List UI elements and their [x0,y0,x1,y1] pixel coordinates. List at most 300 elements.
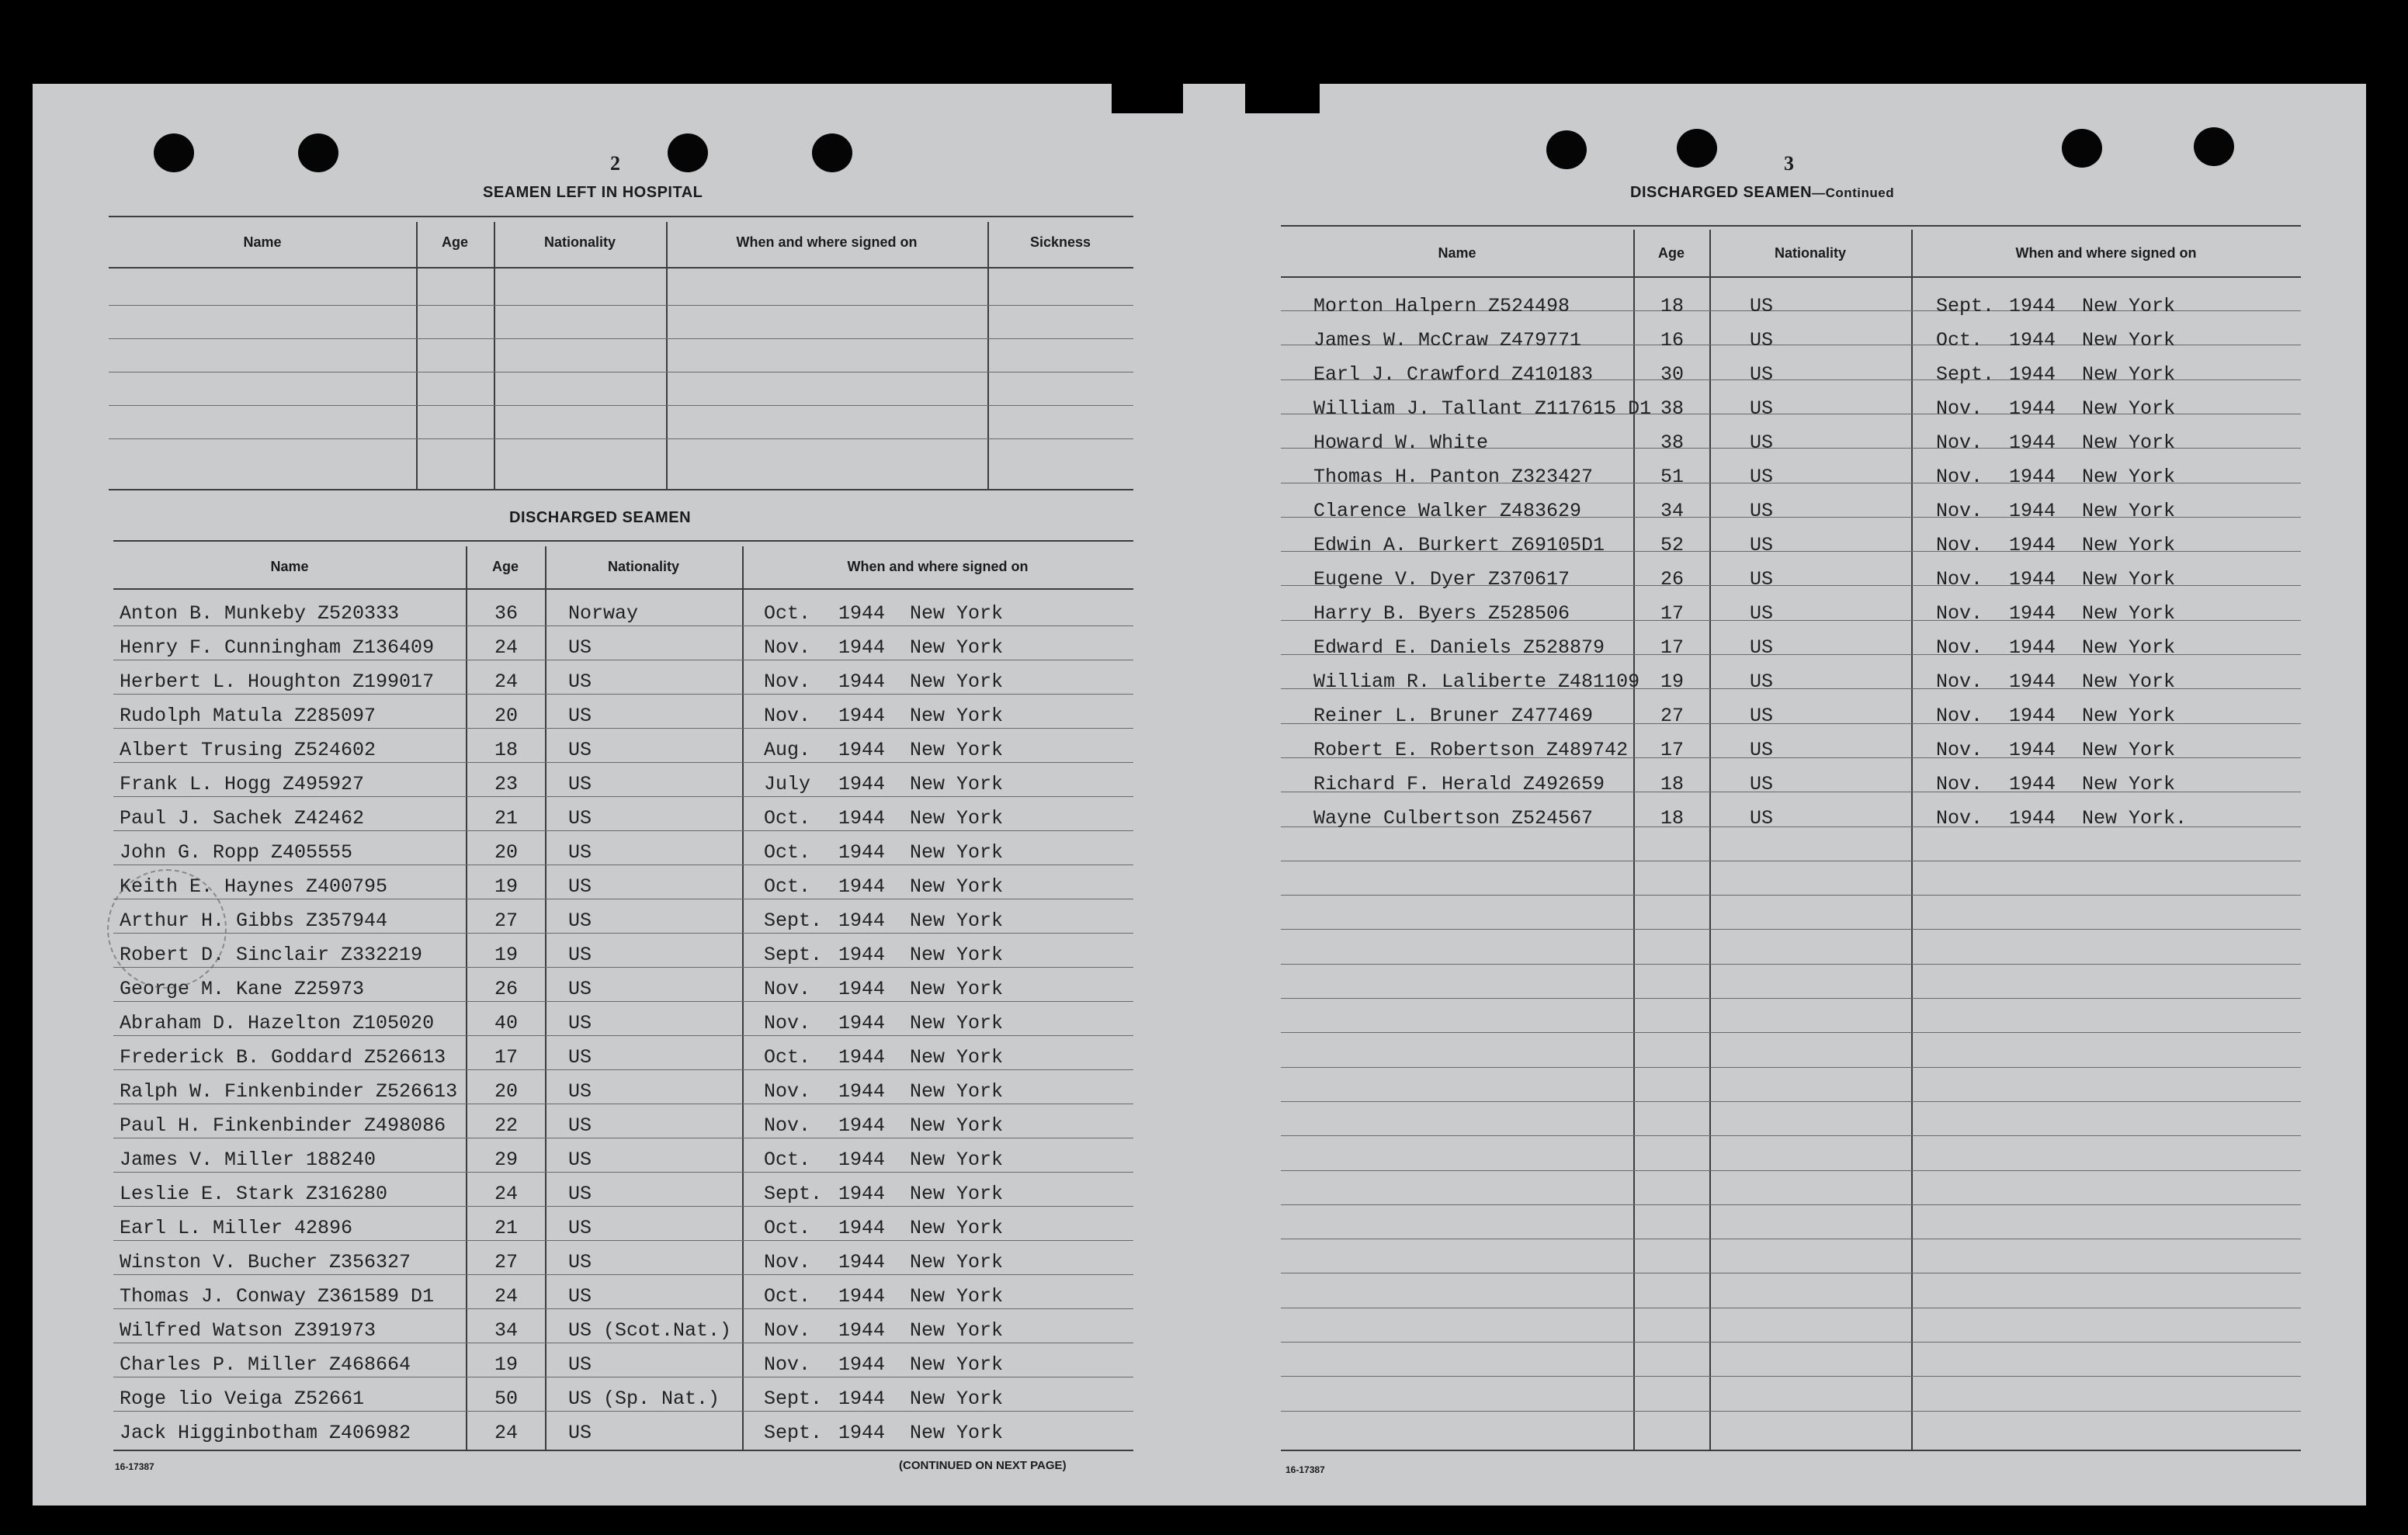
signed-port: New York [910,841,1004,864]
seaman-name: Jack Higginbotham Z406982 [120,1422,411,1444]
signed-port: New York [910,1149,1004,1171]
ruled-line [1281,1376,2301,1377]
seaman-age: 27 [494,1251,518,1273]
ruled-line [1281,1067,2301,1068]
column-divider [466,546,467,1451]
seaman-nationality: US [568,978,592,1000]
column-header: Nationality [1774,245,1846,261]
signed-port: New York [910,670,1004,693]
column-divider [987,222,989,490]
page-number: 3 [1784,152,1794,175]
seaman-age: 17 [1660,602,1684,625]
column-header: When and where signed on [736,234,918,250]
seaman-name: Harry B. Byers Z528506 [1313,602,1570,625]
seaman-name: Keith E. Haynes Z400795 [120,875,388,898]
signed-port: New York [2082,329,2176,352]
ruled-line [113,1172,1133,1173]
punch-hole [154,133,194,172]
signed-year: 1944 [838,1012,886,1034]
seaman-name: Paul H. Finkenbinder Z498086 [120,1114,446,1137]
seaman-nationality: US [1750,602,1774,625]
seaman-name: Reiner L. Bruner Z477469 [1313,705,1594,727]
discharged-continued-title [1630,184,1894,202]
signed-port: New York. [2082,807,2188,830]
seaman-age: 40 [494,1012,518,1034]
ruled-line [1281,1170,2301,1171]
seaman-nationality: US [1750,295,1774,317]
column-header: Age [441,234,468,250]
seaman-nationality: Norway [568,602,639,625]
ruled-line [113,796,1133,797]
seaman-age: 19 [494,1353,518,1376]
seaman-name: Wilfred Watson Z391973 [120,1319,376,1342]
signed-year: 1944 [2009,807,2056,830]
ruled-line [113,1035,1133,1036]
seaman-age: 21 [494,1217,518,1239]
signed-port: New York [910,636,1004,659]
signed-year: 1944 [2009,431,2056,454]
continued-note: (CONTINUED ON NEXT PAGE) [899,1459,1067,1472]
table-rule [1281,1450,2301,1451]
ruled-line [113,967,1133,968]
column-header: Sickness [1029,234,1091,250]
binding-tab [1112,78,1183,113]
page-number: 2 [610,152,620,175]
seaman-nationality: US [1750,363,1774,386]
ruled-line [1281,1135,2301,1136]
seaman-nationality: US [1750,397,1774,420]
seaman-nationality: US [568,1046,592,1069]
signed-month: Sept. [764,1183,823,1205]
ruled-line [1281,1342,2301,1343]
column-header: Name [270,559,309,574]
signed-month: Nov. [1936,568,1983,591]
signed-year: 1944 [838,636,886,659]
seaman-nationality: US [568,1080,592,1103]
signed-port: New York [2082,773,2176,795]
seaman-nationality: US [1750,431,1774,454]
seaman-age: 19 [494,944,518,966]
seaman-name: Howard W. White [1313,431,1489,454]
ruled-line [113,1411,1133,1412]
column-header: When and where signed on [2015,245,2197,261]
signed-port: New York [910,705,1004,727]
column-header: Age [491,559,519,574]
seaman-nationality: US [568,944,592,966]
seaman-name: Ralph W. Finkenbinder Z526613 [120,1080,458,1103]
signed-month: Nov. [1936,670,1983,693]
ruled-line [113,1240,1133,1241]
signed-year: 1944 [2009,363,2056,386]
signed-month: July [764,773,811,795]
signed-port: New York [2082,466,2176,488]
ruled-line [113,694,1133,695]
signed-year: 1944 [2009,500,2056,522]
seaman-age: 19 [1660,670,1684,693]
signed-month: Nov. [1936,466,1983,488]
seaman-name: Albert Trusing Z524602 [120,739,376,761]
ruled-line [113,728,1133,729]
ruled-line [113,625,1133,626]
ruled-line [113,1069,1133,1070]
form-number: 16-17387 [115,1461,154,1472]
seaman-name: Edwin A. Burkert Z69105D1 [1313,534,1605,556]
signed-month: Oct. [764,841,811,864]
seaman-nationality: US [568,1012,592,1034]
title-text: DISCHARGED SEAMEN [1630,184,1813,201]
signed-year: 1944 [2009,670,2056,693]
column-divider [494,222,495,490]
seaman-name: Rudolph Matula Z285097 [120,705,376,727]
seaman-age: 38 [1660,431,1684,454]
seaman-nationality: US [1750,466,1774,488]
seaman-nationality: US [568,1114,592,1137]
signed-year: 1944 [838,841,886,864]
signed-year: 1944 [2009,602,2056,625]
seaman-nationality: US [1750,807,1774,830]
signed-year: 1944 [838,1080,886,1103]
signed-year: 1944 [2009,636,2056,659]
signed-year: 1944 [2009,534,2056,556]
seaman-name: James W. McCraw Z479771 [1313,329,1582,352]
seaman-age: 22 [494,1114,518,1137]
seaman-age: 18 [1660,807,1684,830]
table-rule [113,1450,1133,1451]
ruled-line [113,762,1133,763]
punch-hole [1546,130,1587,169]
signed-port: New York [2082,636,2176,659]
signed-month: Nov. [764,705,811,727]
signed-month: Oct. [764,602,811,625]
signed-port: New York [910,1217,1004,1239]
seaman-name: Thomas J. Conway Z361589 D1 [120,1285,435,1308]
discharged-title: DISCHARGED SEAMEN [509,509,692,526]
seaman-age: 21 [494,807,518,830]
signed-year: 1944 [838,1114,886,1137]
signed-month: Oct. [1936,329,1983,352]
seaman-nationality: US [1750,705,1774,727]
seaman-name: Wayne Culbertson Z524567 [1313,807,1594,830]
seaman-name: Abraham D. Hazelton Z105020 [120,1012,435,1034]
signed-month: Sept. [764,944,823,966]
signed-port: New York [910,1285,1004,1308]
signed-month: Oct. [764,1046,811,1069]
punch-hole [2062,129,2102,168]
seaman-age: 34 [1660,500,1684,522]
seaman-nationality: US [568,910,592,932]
ruled-line [109,405,1133,406]
signed-year: 1944 [838,705,886,727]
signed-month: Oct. [764,875,811,898]
signed-month: Nov. [1936,500,1983,522]
table-rule [113,588,1133,590]
seaman-age: 52 [1660,534,1684,556]
signed-port: New York [910,1319,1004,1342]
seaman-name: Leslie E. Stark Z316280 [120,1183,388,1205]
signed-month: Oct. [764,1217,811,1239]
seaman-name: Richard F. Herald Z492659 [1313,773,1605,795]
signed-year: 1944 [838,944,886,966]
seaman-name: Eugene V. Dyer Z370617 [1313,568,1570,591]
seaman-nationality: US [568,1149,592,1171]
hospital-title: SEAMEN LEFT IN HOSPITAL [483,184,703,201]
signed-year: 1944 [838,1319,886,1342]
seaman-name: Charles P. Miller Z468664 [120,1353,411,1376]
seaman-name: John G. Ropp Z405555 [120,841,353,864]
seaman-name: William J. Tallant Z117615 D1 [1313,397,1652,420]
signed-month: Nov. [764,1080,811,1103]
signed-month: Sept. [764,910,823,932]
signed-port: New York [2082,568,2176,591]
signed-year: 1944 [838,1422,886,1444]
signed-month: Oct. [764,807,811,830]
seaman-nationality: US [1750,329,1774,352]
signed-year: 1944 [838,978,886,1000]
signed-port: New York [910,978,1004,1000]
seaman-name: Henry F. Cunningham Z136409 [120,636,435,659]
seaman-nationality: US [568,875,592,898]
signed-year: 1944 [838,1046,886,1069]
signed-month: Nov. [1936,431,1983,454]
signed-port: New York [2082,670,2176,693]
seaman-age: 24 [494,670,518,693]
seaman-name: Clarence Walker Z483629 [1313,500,1582,522]
signed-year: 1944 [2009,568,2056,591]
ruled-line [1281,929,2301,930]
ruled-line [1281,1411,2301,1412]
seaman-name: Arthur H. Gibbs Z357944 [120,910,388,932]
seaman-name: Edward E. Daniels Z528879 [1313,636,1605,659]
signed-port: New York [910,1353,1004,1376]
seaman-name: Thomas H. Panton Z323427 [1313,466,1594,488]
punch-hole [812,133,852,172]
signed-month: Nov. [764,1353,811,1376]
seaman-name: Earl L. Miller 42896 [120,1217,353,1239]
signed-year: 1944 [2009,397,2056,420]
seaman-name: Frederick B. Goddard Z526613 [120,1046,446,1069]
seaman-nationality: US [568,807,592,830]
seaman-name: Roge lio Veiga Z52661 [120,1388,365,1410]
seaman-nationality: US [568,1422,592,1444]
table-rule [109,267,1133,269]
seaman-nationality: US [568,773,592,795]
seaman-nationality: US [1750,773,1774,795]
signed-year: 1944 [838,1183,886,1205]
seaman-name: Herbert L. Houghton Z199017 [120,670,435,693]
ruled-line [113,830,1133,831]
column-header: Nationality [607,559,679,574]
signed-port: New York [2082,295,2176,317]
column-header: Age [1657,245,1685,261]
seaman-name: Frank L. Hogg Z495927 [120,773,365,795]
signed-year: 1944 [2009,705,2056,727]
ruled-line [113,1206,1133,1207]
seaman-age: 30 [1660,363,1684,386]
seaman-age: 36 [494,602,518,625]
ruled-line [113,1001,1133,1002]
signed-port: New York [910,1012,1004,1034]
signed-month: Sept. [764,1422,823,1444]
signed-month: Nov. [764,670,811,693]
seaman-age: 24 [494,1285,518,1308]
signed-month: Nov. [1936,602,1983,625]
title-suffix: —Continued [1812,185,1895,200]
table-rule [109,489,1133,490]
seaman-name: William R. Laliberte Z481109 [1313,670,1640,693]
seaman-name: Earl J. Crawford Z410183 [1313,363,1594,386]
signed-month: Nov. [1936,397,1983,420]
seaman-age: 34 [494,1319,518,1342]
signed-year: 1944 [2009,773,2056,795]
signed-port: New York [2082,397,2176,420]
seaman-age: 29 [494,1149,518,1171]
signed-month: Aug. [764,739,811,761]
seaman-nationality: US [1750,500,1774,522]
column-header: When and where signed on [847,559,1029,574]
ruled-line [109,338,1133,339]
signed-port: New York [910,773,1004,795]
signed-month: Nov. [764,1319,811,1342]
seaman-name: Robert E. Robertson Z489742 [1313,739,1629,761]
binding-tab [1245,78,1320,113]
seaman-name: George M. Kane Z25973 [120,978,365,1000]
seaman-name: Paul J. Sachek Z42462 [120,807,365,830]
column-divider [666,222,668,490]
ruled-line [113,1308,1133,1309]
punch-hole [298,133,338,172]
signed-port: New York [910,602,1004,625]
punch-hole [1677,129,1717,168]
seaman-nationality: US [568,636,592,659]
seaman-age: 20 [494,841,518,864]
seaman-age: 24 [494,1183,518,1205]
seaman-age: 50 [494,1388,518,1410]
signed-year: 1944 [838,910,886,932]
ruled-line [113,1274,1133,1275]
signed-port: New York [2082,705,2176,727]
table-rule [1281,225,2301,227]
signed-year: 1944 [838,670,886,693]
seaman-nationality: US [1750,670,1774,693]
seaman-name: Winston V. Bucher Z356327 [120,1251,411,1273]
ruled-line [109,438,1133,439]
faded-stamp [107,869,227,989]
form-number: 16-17387 [1286,1464,1325,1475]
punch-hole [668,133,708,172]
signed-port: New York [2082,534,2176,556]
ruled-line [1281,1032,2301,1033]
signed-year: 1944 [2009,295,2056,317]
signed-month: Nov. [1936,705,1983,727]
ruled-line [1281,998,2301,999]
signed-month: Nov. [1936,534,1983,556]
punch-hole [2194,127,2234,166]
seaman-nationality: US [1750,739,1774,761]
seaman-age: 24 [494,636,518,659]
ruled-line [109,305,1133,306]
seaman-age: 26 [494,978,518,1000]
signed-port: New York [910,739,1004,761]
signed-port: New York [2082,739,2176,761]
table-rule [109,216,1133,217]
signed-port: New York [910,1388,1004,1410]
seaman-age: 24 [494,1422,518,1444]
seaman-age: 18 [494,739,518,761]
seaman-age: 51 [1660,466,1684,488]
signed-month: Nov. [764,1012,811,1034]
seaman-age: 18 [1660,773,1684,795]
seaman-age: 38 [1660,397,1684,420]
seaman-name: James V. Miller 188240 [120,1149,376,1171]
seaman-age: 17 [494,1046,518,1069]
seaman-nationality: US [568,1251,592,1273]
signed-month: Oct. [764,1285,811,1308]
column-header: Name [1438,245,1476,261]
signed-month: Sept. [1936,363,1995,386]
table-rule [113,540,1133,542]
signed-port: New York [910,1183,1004,1205]
seaman-nationality: US [568,1285,592,1308]
column-header: Name [243,234,282,250]
signed-port: New York [910,1080,1004,1103]
ruled-line [1281,895,2301,896]
seaman-age: 19 [494,875,518,898]
signed-year: 1944 [838,602,886,625]
signed-port: New York [2082,431,2176,454]
seaman-nationality: US (Sp. Nat.) [568,1388,720,1410]
signed-port: New York [910,807,1004,830]
signed-month: Nov. [764,1114,811,1137]
seaman-nationality: US [1750,534,1774,556]
signed-month: Nov. [1936,636,1983,659]
signed-month: Sept. [764,1388,823,1410]
seaman-name: Robert D. Sinclair Z332219 [120,944,423,966]
seaman-nationality: US [1750,568,1774,591]
seaman-nationality: US [1750,636,1774,659]
seaman-nationality: US [568,1217,592,1239]
column-header: Nationality [543,234,616,250]
seaman-name: Morton Halpern Z524498 [1313,295,1570,317]
seaman-age: 17 [1660,739,1684,761]
seaman-nationality: US [568,739,592,761]
signed-year: 1944 [838,807,886,830]
seaman-nationality: US (Scot.Nat.) [568,1319,732,1342]
column-divider [742,546,744,1451]
seaman-nationality: US [568,1353,592,1376]
seaman-name: Anton B. Munkeby Z520333 [120,602,400,625]
seaman-age: 27 [494,910,518,932]
signed-month: Nov. [1936,773,1983,795]
seaman-nationality: US [568,1183,592,1205]
ruled-line [1281,964,2301,965]
seaman-age: 18 [1660,295,1684,317]
seaman-age: 20 [494,705,518,727]
signed-year: 1944 [2009,466,2056,488]
signed-year: 1944 [838,1353,886,1376]
signed-year: 1944 [838,1251,886,1273]
seaman-nationality: US [568,705,592,727]
signed-year: 1944 [838,739,886,761]
seaman-age: 26 [1660,568,1684,591]
seaman-age: 27 [1660,705,1684,727]
signed-year: 1944 [2009,739,2056,761]
seaman-age: 23 [494,773,518,795]
signed-month: Nov. [1936,739,1983,761]
table-rule [1281,276,2301,278]
signed-year: 1944 [2009,329,2056,352]
signed-port: New York [2082,500,2176,522]
ruled-line [1281,1101,2301,1102]
